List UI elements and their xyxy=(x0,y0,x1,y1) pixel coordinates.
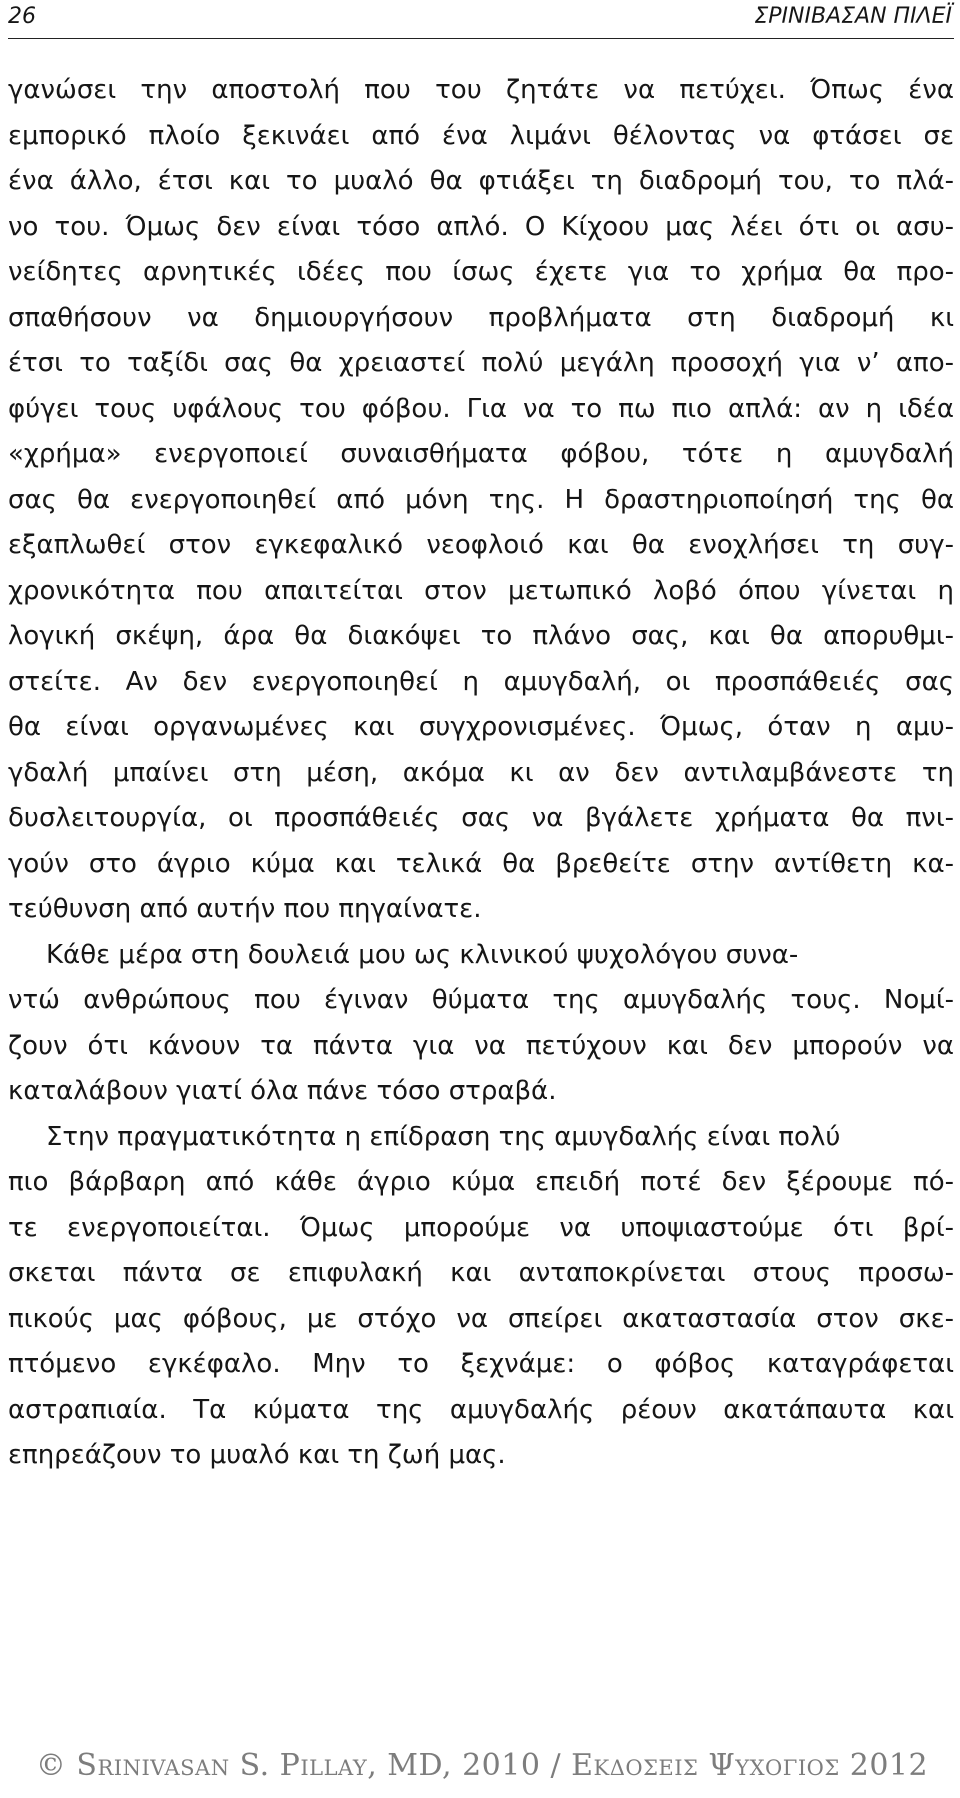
text-line: Κάθε μέρα στη δουλειά μου ως κλινικού ψυχολόγου συνα- xyxy=(46,939,799,970)
text-line: σκεται πάντα σε επιφυλακή και ανταποκρίνεται στους προσω- xyxy=(8,1258,954,1288)
header-rule xyxy=(8,38,954,39)
text-line: ένα άλλο, έτσι και το μυαλό θα φτιάξει τη διαδρομή του, το πλά- xyxy=(8,166,954,196)
text-line: γούν στο άγριο κύμα και τελικά θα βρεθείτε στην αντίθετη κα- xyxy=(8,848,954,879)
text-line: εμπορικό πλοίο ξεκινάει από ένα λιμάνι θέλοντας να φτάσει σε xyxy=(8,120,954,151)
page-header xyxy=(8,2,952,32)
text-line: αστραπιαία. Τα κύματα της αμυγδαλής ρέουν ακατάπαυτα και xyxy=(8,1394,954,1425)
text-line: γανώσει την αποστολή που του ζητάτε να πετύχει. Όπως ένα xyxy=(8,75,954,105)
text-line: νο του. Όμως δεν είναι τόσο απλό. Ο Κίχοου μας λέει ότι οι ασυ- xyxy=(8,211,954,242)
text-line: θα είναι οργανωμένες και συγχρονισμένες. Όμως, όταν η αμυ- xyxy=(8,712,954,742)
text-line: έτσι το ταξίδι σας θα χρειαστεί πολύ μεγάλη προσοχή για ν’ απο- xyxy=(8,348,954,378)
body-text xyxy=(8,68,954,1479)
text-line: ζουν ότι κάνουν τα πάντα για να πετύχουν και δεν μπορούν να xyxy=(8,1030,954,1061)
text-line: τε ενεργοποιείται. Όμως μπορούμε να υποψιαστούμε ότι βρί- xyxy=(8,1212,954,1243)
copyright-notice: © Srinivasan S. Pillay, MD, 2010 / Εκδοσεις Ψυχογιος 2012 xyxy=(35,1748,929,1783)
running-head: ΣΡΙΝΙΒΑΣΑΝ ΠΙΛΕΪ xyxy=(754,4,952,29)
page-number: 26 xyxy=(8,4,36,29)
text-line: πτόμενο εγκέφαλο. Μην το ξεχνάμε: ο φόβος καταγράφεται xyxy=(8,1349,954,1379)
text-line: χρονικότητα που απαιτείται στον μετωπικό λοβό όπου γίνεται η xyxy=(8,575,954,606)
text-line: τεύθυνση από αυτήν που πηγαίνατε. xyxy=(8,894,482,924)
text-line: νείδητες αρνητικές ιδέες που ίσως έχετε για το χρήμα θα προ- xyxy=(8,257,954,287)
text-line: σας θα ενεργοποιηθεί από μόνη της. Η δραστηριοποίησή της θα xyxy=(8,484,954,515)
text-line: ντώ ανθρώπους που έγιναν θύματα της αμυγδαλής τους. Νομί- xyxy=(8,985,954,1015)
text-line: «χρήμα» ενεργοποιεί συναισθήματα φόβου, τότε η αμυγδαλή xyxy=(8,439,954,469)
text-line: Στην πραγματικότητα η επίδραση της αμυγδαλής είναι πολύ xyxy=(46,1121,841,1152)
text-line: πικούς μας φόβους, με στόχο να σπείρει ακαταστασία στον σκε- xyxy=(8,1303,954,1334)
text-line: καταλάβουν γιατί όλα πάνε τόσο στραβά. xyxy=(8,1076,557,1106)
text-line: δυσλειτουργία, οι προσπάθειές σας να βγάλετε χρήματα θα πνι- xyxy=(8,803,954,833)
text-line: λογική σκέψη, άρα θα διακόψει το πλάνο σας, και θα απορυθμι- xyxy=(8,621,954,651)
text-line: σπαθήσουν να δημιουργήσουν προβλήματα στη διαδρομή κι xyxy=(8,302,954,333)
text-line: φύγει τους υφάλους του φόβου. Για να το πω πιο απλά: αν η ιδέα xyxy=(8,393,954,424)
text-line: γδαλή μπαίνει στη μέση, ακόμα κι αν δεν αντιλαμβάνεστε τη xyxy=(8,757,954,788)
text-line: στείτε. Αν δεν ενεργοποιηθεί η αμυγδαλή, οι προσπάθειές σας xyxy=(8,666,954,697)
text-line: πιο βάρβαρη από κάθε άγριο κύμα επειδή ποτέ δεν ξέρουμε πό- xyxy=(8,1167,954,1197)
text-line: εξαπλωθεί στον εγκεφαλικό νεοφλοιό και θα ενοχλήσει τη συγ- xyxy=(8,530,954,560)
text-line: επηρεάζουν το μυαλό και τη ζωή μας. xyxy=(8,1440,506,1470)
